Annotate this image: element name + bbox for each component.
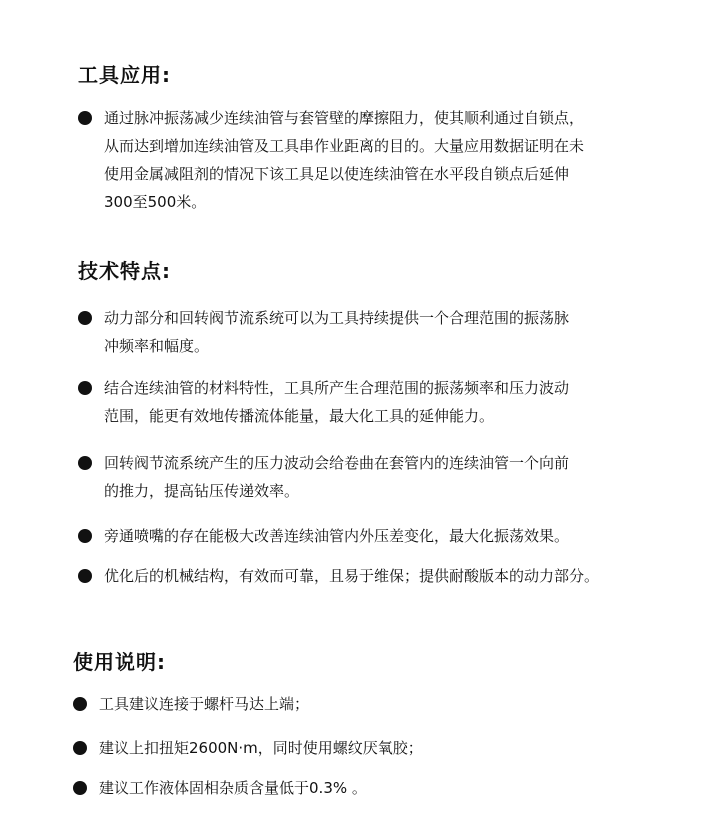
list-item	[78, 104, 584, 216]
bullet-dot-icon	[78, 381, 92, 395]
list-item-text: 优化后的机械结构，有效而可靠，且易于维保；提供耐酸版本的动力部分。	[104, 567, 600, 585]
bullet-dot-icon	[78, 311, 92, 325]
list-item	[78, 374, 569, 430]
list-item-text: 通过脉冲振荡减少连续油管与套管壁的摩擦阻力，使其顺利通过自锁点， 从而达到增加连续油管及工具串作业距离的目的。大量应用数据证明在未 使用金属减阻剂的情况下该工具足以使连续油管在水平段自锁点后延伸 300至500米。	[104, 109, 585, 211]
list-item	[78, 562, 599, 590]
section-title-technical-features: 技术特点:	[78, 259, 171, 283]
bullet-dot-icon	[78, 456, 92, 470]
bullet-dot-icon	[78, 529, 92, 543]
bullet-dot-icon	[73, 741, 87, 755]
list-item	[78, 522, 569, 550]
list-item-text: 回转阀节流系统产生的压力波动会给卷曲在套管内的连续油管一个向前 的推力，提高钻压传递效率。	[104, 454, 570, 500]
list-item	[73, 734, 423, 762]
list-item-text: 旁通喷嘴的存在能极大改善连续油管内外压差变化，最大化振荡效果。	[104, 527, 570, 545]
section-title-tool-application: 工具应用:	[78, 63, 171, 87]
list-item	[73, 774, 367, 802]
bullet-dot-icon	[73, 697, 87, 711]
list-item-text: 建议上扣扭矩2600N·m，同时使用螺纹厌氧胶；	[99, 739, 423, 757]
bullet-dot-icon	[73, 781, 87, 795]
list-item-text: 建议工作液体固相杂质含量低于0.3% 。	[99, 779, 367, 797]
list-item	[78, 449, 569, 505]
bullet-dot-icon	[78, 111, 92, 125]
list-item-text: 结合连续油管的材料特性，工具所产生合理范围的振荡频率和压力波动 范围，能更有效地传播流体能量，最大化工具的延伸能力。	[104, 379, 570, 425]
section-title-usage-instructions: 使用说明:	[73, 650, 166, 674]
list-item	[73, 690, 309, 718]
list-item-text: 工具建议连接于螺杆马达上端；	[99, 695, 310, 713]
list-item-text: 动力部分和回转阀节流系统可以为工具持续提供一个合理范围的振荡脉 冲频率和幅度。	[104, 309, 570, 355]
list-item	[78, 304, 569, 360]
bullet-dot-icon	[78, 569, 92, 583]
